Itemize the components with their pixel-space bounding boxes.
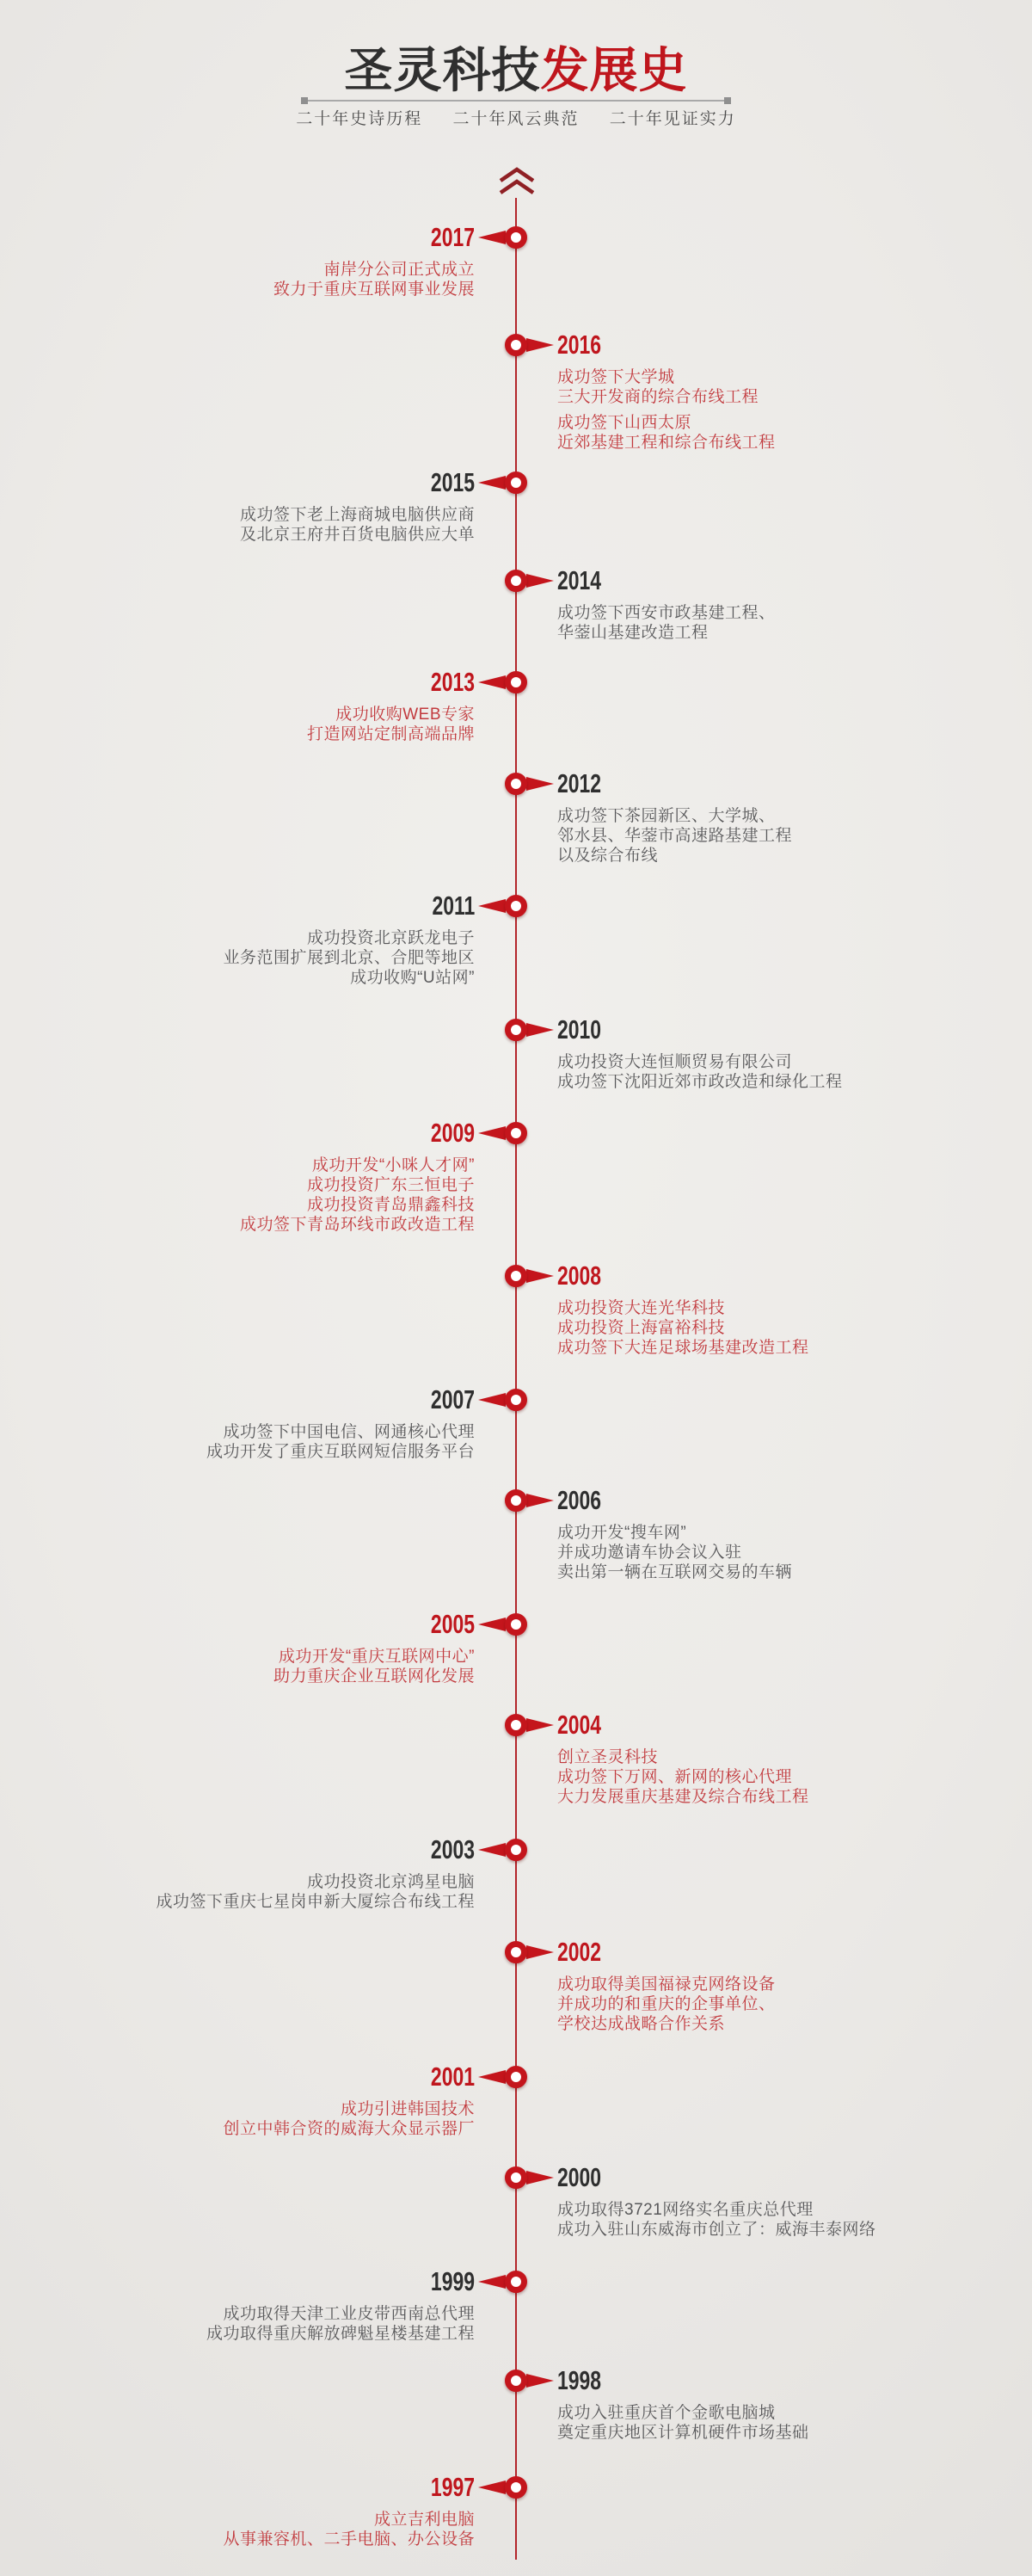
subtitle — [0, 109, 1032, 130]
event-text — [10, 260, 475, 305]
marker-circle-icon — [505, 2370, 527, 2392]
event-text — [557, 1052, 1022, 1098]
event-paragraph: 成功开发“重庆互联网中心” 助力重庆企业互联网化发展 — [273, 1648, 475, 1685]
year-label: 2016 — [557, 330, 602, 360]
year-label: 1998 — [557, 2365, 602, 2395]
year-label: 2005 — [430, 1609, 475, 1639]
event-text — [10, 1647, 475, 1692]
event-paragraph: 成功入驻重庆首个金歌电脑城 奠定重庆地区计算机硬件市场基础 — [557, 2404, 809, 2442]
event-paragraph: 成功取得天津工业皮带西南总代理 成功取得重庆解放碑魁星楼基建工程 — [206, 2305, 475, 2343]
year-label: 2017 — [430, 222, 475, 252]
page-title-main: 圣灵科技 — [344, 43, 541, 97]
divider-endcap-left — [301, 97, 308, 104]
marker-pointer-icon — [478, 675, 506, 689]
year-label: 2002 — [557, 1937, 602, 1967]
subtitle-part-1: 二十年史诗历程 — [296, 110, 423, 128]
event-paragraph: 成功签下大学城 三大开发商的综合布线工程 — [557, 368, 759, 406]
event-paragraph: 成功取得3721网络实名重庆总代理 成功入驻山东威海市创立了：威海丰泰网络 — [557, 2201, 876, 2239]
marker-circle-icon — [505, 1839, 527, 1861]
marker-circle-icon — [505, 895, 527, 917]
marker-circle-icon — [505, 1122, 527, 1144]
marker-pointer-icon — [526, 2374, 554, 2388]
event-paragraph: 成功签下山西太原 近郊基建工程和综合布线工程 — [557, 414, 776, 452]
event-text — [557, 603, 1022, 649]
marker-circle-icon — [505, 671, 527, 693]
marker-pointer-icon — [478, 2275, 506, 2289]
event-text — [10, 1156, 475, 1241]
marker-pointer-icon — [526, 1718, 554, 1732]
event-paragraph: 创立圣灵科技 成功签下万网、新网的核心代理 大力发展重庆基建及综合布线工程 — [557, 1748, 809, 1806]
marker-pointer-icon — [478, 2070, 506, 2084]
marker-circle-icon — [505, 2166, 527, 2189]
divider-endcap-right — [724, 97, 731, 104]
event-text — [10, 2099, 475, 2145]
year-label: 2008 — [557, 1260, 602, 1291]
marker-pointer-icon — [526, 1269, 554, 1283]
marker-pointer-icon — [478, 1126, 506, 1140]
marker-circle-icon — [505, 1489, 527, 1512]
marker-pointer-icon — [526, 2171, 554, 2185]
event-paragraph: 成功签下中国电信、网通核心代理 成功开发了重庆互联网短信服务平台 — [206, 1423, 475, 1461]
marker-circle-icon — [505, 1389, 527, 1411]
event-paragraph: 成功签下老上海商城电脑供应商 及北京王府井百货电脑供应大单 — [239, 506, 475, 544]
event-paragraph: 成功开发“小咪人才网” 成功投资广东三恒电子 成功投资青岛鼎鑫科技 成功签下青岛环线市政改造工程 — [239, 1156, 475, 1234]
title-divider — [304, 100, 728, 102]
marker-pointer-icon — [478, 899, 506, 913]
event-paragraph: 成功签下西安市政基建工程、 华蓥山基建改造工程 — [557, 604, 776, 642]
event-paragraph: 成功签下茶园新区、大学城、 邻水县、华蓥市高速路基建工程 以及综合布线 — [557, 807, 793, 865]
page-title — [0, 43, 1032, 98]
event-paragraph: 成功引进韩国技术 创立中韩合资的威海大众显示器厂 — [223, 2100, 475, 2138]
subtitle-part-2: 二十年风云典范 — [452, 110, 580, 128]
marker-circle-icon — [505, 1941, 527, 1963]
event-paragraph: 成功收购WEB专家 打造网站定制高端品牌 — [306, 706, 475, 743]
marker-circle-icon — [505, 1265, 527, 1287]
year-label: 2009 — [430, 1118, 475, 1148]
year-label: 2010 — [557, 1014, 602, 1045]
marker-pointer-icon — [478, 476, 506, 490]
year-label: 2003 — [430, 1834, 475, 1864]
event-paragraph: 成立吉利电脑 从事兼容机、二手电脑、办公设备 — [223, 2511, 475, 2548]
marker-circle-icon — [505, 2066, 527, 2088]
marker-pointer-icon — [478, 2480, 506, 2494]
event-text — [10, 928, 475, 994]
marker-pointer-icon — [478, 1618, 506, 1631]
year-label: 2012 — [557, 768, 602, 798]
year-label: 1999 — [430, 2266, 475, 2296]
marker-pointer-icon — [526, 338, 554, 352]
marker-circle-icon — [505, 2476, 527, 2499]
event-paragraph: 南岸分公司正式成立 致力于重庆互联网事业发展 — [273, 261, 475, 299]
event-text — [557, 367, 1022, 459]
year-label: 2007 — [430, 1384, 475, 1414]
event-paragraph: 成功投资北京鸿星电脑 成功签下重庆七星岗申新大厦综合布线工程 — [156, 1873, 475, 1911]
year-label: 2000 — [557, 2162, 602, 2192]
marker-pointer-icon — [478, 1393, 506, 1407]
marker-circle-icon — [505, 2271, 527, 2293]
marker-pointer-icon — [526, 1945, 554, 1959]
marker-circle-icon — [505, 334, 527, 356]
up-chevron-icon — [496, 166, 538, 199]
event-text — [10, 505, 475, 551]
timeline-axis — [515, 198, 517, 2560]
event-text — [10, 2304, 475, 2350]
year-label: 2001 — [430, 2061, 475, 2092]
event-paragraph: 成功开发“搜车网” 并成功邀请车协会议入驻 卖出第一辆在互联网交易的车辆 — [557, 1524, 793, 1581]
marker-circle-icon — [505, 1714, 527, 1736]
marker-circle-icon — [505, 1613, 527, 1636]
year-label: 2014 — [557, 565, 602, 595]
marker-pointer-icon — [478, 231, 506, 244]
page-title-accent: 发展史 — [540, 43, 688, 97]
event-text — [557, 806, 1022, 872]
year-label: 2006 — [557, 1485, 602, 1515]
marker-circle-icon — [505, 226, 527, 249]
year-label: 2015 — [430, 467, 475, 497]
event-paragraph: 成功投资大连恒顺贸易有限公司 成功签下沈阳近郊市政改造和绿化工程 — [557, 1053, 843, 1091]
event-text — [10, 1422, 475, 1468]
marker-circle-icon — [505, 570, 527, 592]
marker-circle-icon — [505, 773, 527, 795]
event-text — [10, 2510, 475, 2555]
event-paragraph: 成功投资北京跃龙电子 业务范围扩展到北京、合肥等地区 成功收购“U站网” — [223, 929, 475, 987]
event-text — [557, 1523, 1022, 1588]
marker-pointer-icon — [478, 1843, 506, 1857]
marker-circle-icon — [505, 1019, 527, 1041]
year-label: 2013 — [430, 667, 475, 697]
marker-pointer-icon — [526, 574, 554, 588]
event-text — [557, 2200, 1022, 2246]
event-paragraph: 成功投资大连光华科技 成功投资上海富裕科技 成功签下大连足球场基建改造工程 — [557, 1299, 809, 1357]
marker-pointer-icon — [526, 1023, 554, 1037]
year-label: 1997 — [430, 2472, 475, 2502]
subtitle-part-3: 二十年见证实力 — [609, 110, 736, 128]
event-text — [557, 1747, 1022, 1813]
marker-pointer-icon — [526, 1494, 554, 1507]
marker-circle-icon — [505, 471, 527, 494]
event-text — [10, 705, 475, 750]
year-label: 2011 — [432, 891, 475, 921]
event-text — [10, 1872, 475, 1918]
year-label: 2004 — [557, 1710, 602, 1740]
event-text — [557, 1975, 1022, 2040]
event-text — [557, 1298, 1022, 1364]
event-text — [557, 2403, 1022, 2449]
marker-pointer-icon — [526, 777, 554, 791]
event-paragraph: 成功取得美国福禄克网络设备 并成功的和重庆的企事单位、 学校达成战略合作关系 — [557, 1975, 776, 2033]
